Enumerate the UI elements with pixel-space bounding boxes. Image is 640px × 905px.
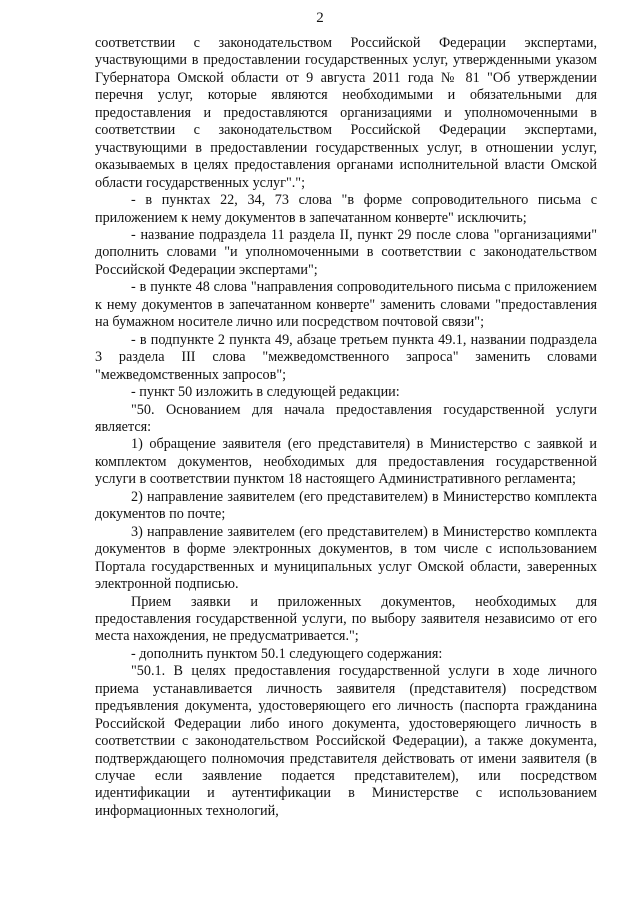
paragraph-subitem-1: 1) обращение заявителя (его представителя) в Министерство с заявкой и комплектом документов, необходимых для предоставления государственной услуги в соответствии пунктом 18 настоящего Административного регламента; (95, 436, 597, 488)
document-body (95, 35, 597, 820)
paragraph-item-subsection-11: - название подраздела 11 раздела II, пункт 29 после слова "организациями" дополнить словами "и уполномоченными в соответствии с законодательством Российской Федерации экспертами"; (95, 226, 597, 278)
paragraph-subitem-2: 2) направление заявителем (его представителем) в Министерство комплекта документов по почте; (95, 488, 597, 523)
paragraph-item-50-text: "50. Основанием для начала предоставления государственной услуги является: (95, 401, 597, 435)
paragraph-item-49: - в подпункте 2 пункта 49, абзаце третьем пункта 49.1, названии подраздела 3 раздела III слова "межведомственного запроса" заменить словами "межведомственных запросов"; (95, 331, 597, 383)
paragraph-item-48: - в пункте 48 слова "направления сопроводительного письма с приложением к нему документов в запечатанном конверте" заменить словами "предоставления на бумажном носителе лично или посредством почтовой связи"; (95, 279, 597, 331)
paragraph-item-50-intro: - пункт 50 изложить в следующей редакции: (131, 384, 400, 401)
paragraph-item-50-1-intro: - дополнить пунктом 50.1 следующего содержания: (131, 645, 443, 662)
paragraph-item-50-1-text: "50.1. В целях предоставления государственной услуги в ходе личного приема устанавливается личность заявителя (представителя) посредством предъявления документа, удостоверяющего его личность (паспорта гражданина Российской Федерации либо иного документа, удостоверяющего личность в соответствии с законодательством Российской Федерации), а также документа, подтверждающего полномочия представителя действовать от имени заявителя (в случае если заявление подается представителем), или посредством идентификации и аутентификации в Министерстве с использованием информационных технологий, (95, 663, 597, 819)
paragraph-item-22-34-73: - в пунктах 22, 34, 73 слова "в форме сопроводительного письма с приложением к нему документов в запечатанном конверте" исключить; (95, 192, 597, 226)
page-number: 2 (316, 10, 324, 26)
paragraph-subitem-3: 3) направление заявителем (его представителем) в Министерство комплекта документов в форме электронных документов, в том числе с использованием Портала государственных и муниципальных услуг Омской области, заверенных электронной подписью. (95, 523, 597, 593)
paragraph-reception: Прием заявки и приложенных документов, необходимых для предоставления государственной услуги, по выбору заявителя независимо от его места нахождения, не предусматривается."; (95, 593, 597, 645)
paragraph-continuation: соответствии с законодательством Российской Федерации экспертами, участвующими в предоставлении государственных услуг, утвержденными указом Губернатора Омской области от 9 августа 2011 года № 81 "Об утверждении перечня услуг, которые являются необходимыми и обязательными для предоставления и предоставляются организациями и уполномоченными в соответствии с законодательством Российской Федерации экспертами, участвующими в предоставлении государственных услуг, в отношении услуг, оказываемых в целях предоставления органами исполнительной власти Омской области государственных услуг"."; (95, 35, 597, 191)
